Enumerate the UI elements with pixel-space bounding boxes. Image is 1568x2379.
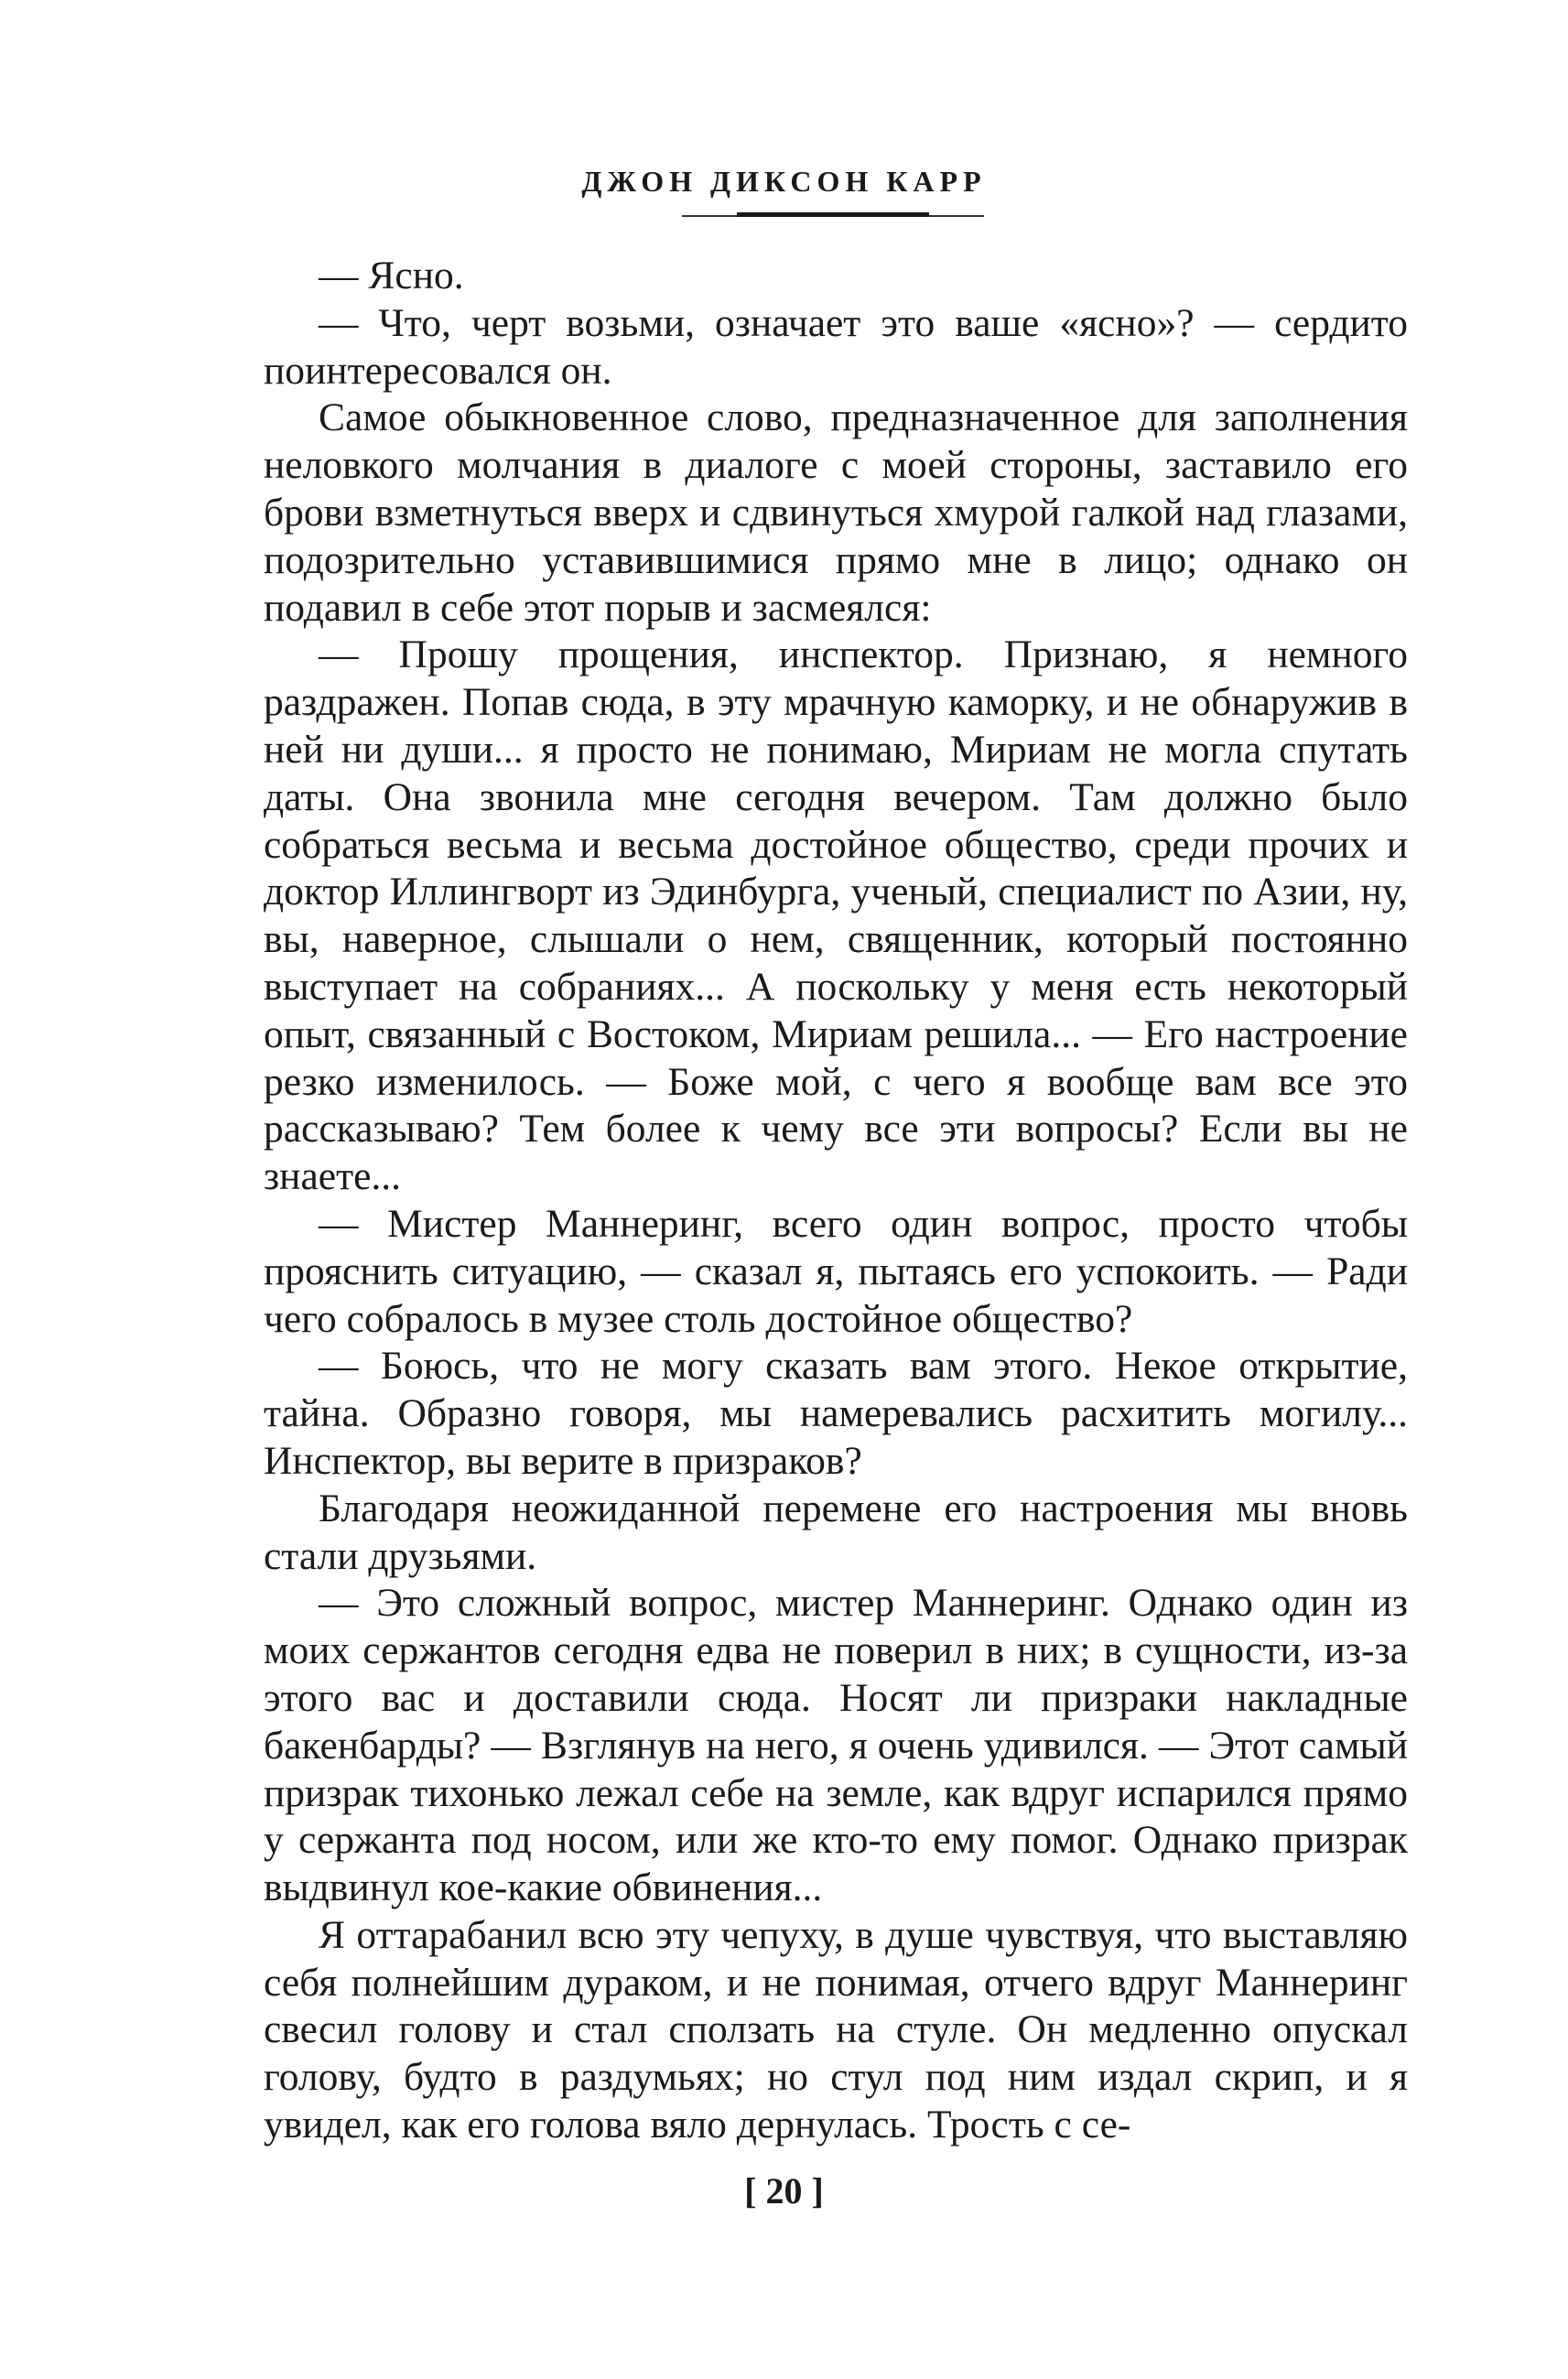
running-head: ДЖОН ДИКСОН КАРР <box>581 165 987 198</box>
header-rule-accent <box>737 212 929 217</box>
paragraph: Я оттарабанил всю эту чепуху, в душе чувствуя, что выставляю себя полнейшим дураком, и не понимая, отчего вдруг Маннеринг свесил голову и стал сползать на стуле. Он медленно опускал голову, будто в раздумьях; но стул под ним издал скрип, и я увидел, как его голова вяло дернулась. Трость с се- <box>264 1912 1408 2147</box>
paragraph: — Что, черт возьми, означает это ваше «ясно»? — сердито поинтересовался он. <box>264 300 1408 393</box>
body-text <box>264 253 1408 2149</box>
page-number: [ 20 ] <box>744 2170 824 2211</box>
paragraph: — Это сложный вопрос, мистер Маннеринг. Однако один из моих сержантов сегодня едва не поверил в них; в сущности, из-за этого вас и доставили сюда. Носят ли призраки накладные бакенбарды? — Взглянув на него, я очень удивился. — Этот самый призрак тихонько лежал себе на земле, как вдруг испарился прямо у сержанта под носом, или же кто-то ему помог. Однако призрак выдвинул кое-какие обвинения... <box>264 1581 1408 1910</box>
paragraph: Благодаря неожиданной перемене его настроения мы вновь стали друзьями. <box>264 1486 1408 1578</box>
paragraph: — Мистер Маннеринг, всего один вопрос, просто чтобы прояснить ситуацию, — сказал я, пытаясь его успокоить. — Ради чего собралось в музее столь достойное общество? <box>264 1201 1408 1341</box>
paragraph: — Боюсь, что не могу сказать вам этого. Некое открытие, тайна. Образно говоря, мы намеревались расхитить могилу... Инспектор, вы верите в призраков? <box>264 1344 1408 1483</box>
paragraph: Самое обыкновенное слово, предназначенное для заполнения неловкого молчания в диалоге с моей стороны, заставило его брови взметнуться вверх и сдвинуться хмурой галкой над глазами, подозрительно уставившимися прямо мне в лицо; однако он подавил в себе этот порыв и засмеялся: <box>264 395 1408 630</box>
paragraph: — Ясно. <box>319 254 464 297</box>
paragraph: — Прошу прощения, инспектор. Признаю, я немного раздражен. Попав сюда, в эту мрачную каморку, и не обнаружив в ней ни души... я просто не понимаю, Мириам не могла спутать даты. Она звонила мне сегодня вечером. Там должно было собраться весьма и весьма достойное общество, среди прочих и доктор Иллингворт из Эдинбурга, ученый, специалист по Азии, ну, вы, наверное, слышали о нем, священник, который постоянно выступает на собраниях... А поскольку у меня есть некоторый опыт, связанный с Востоком, Мириам решила... — Его настроение резко изменилось. — Боже мой, с чего я вообще вам все это рассказываю? Тем более к чему все эти вопросы? Если вы не знаете... <box>264 633 1408 1199</box>
